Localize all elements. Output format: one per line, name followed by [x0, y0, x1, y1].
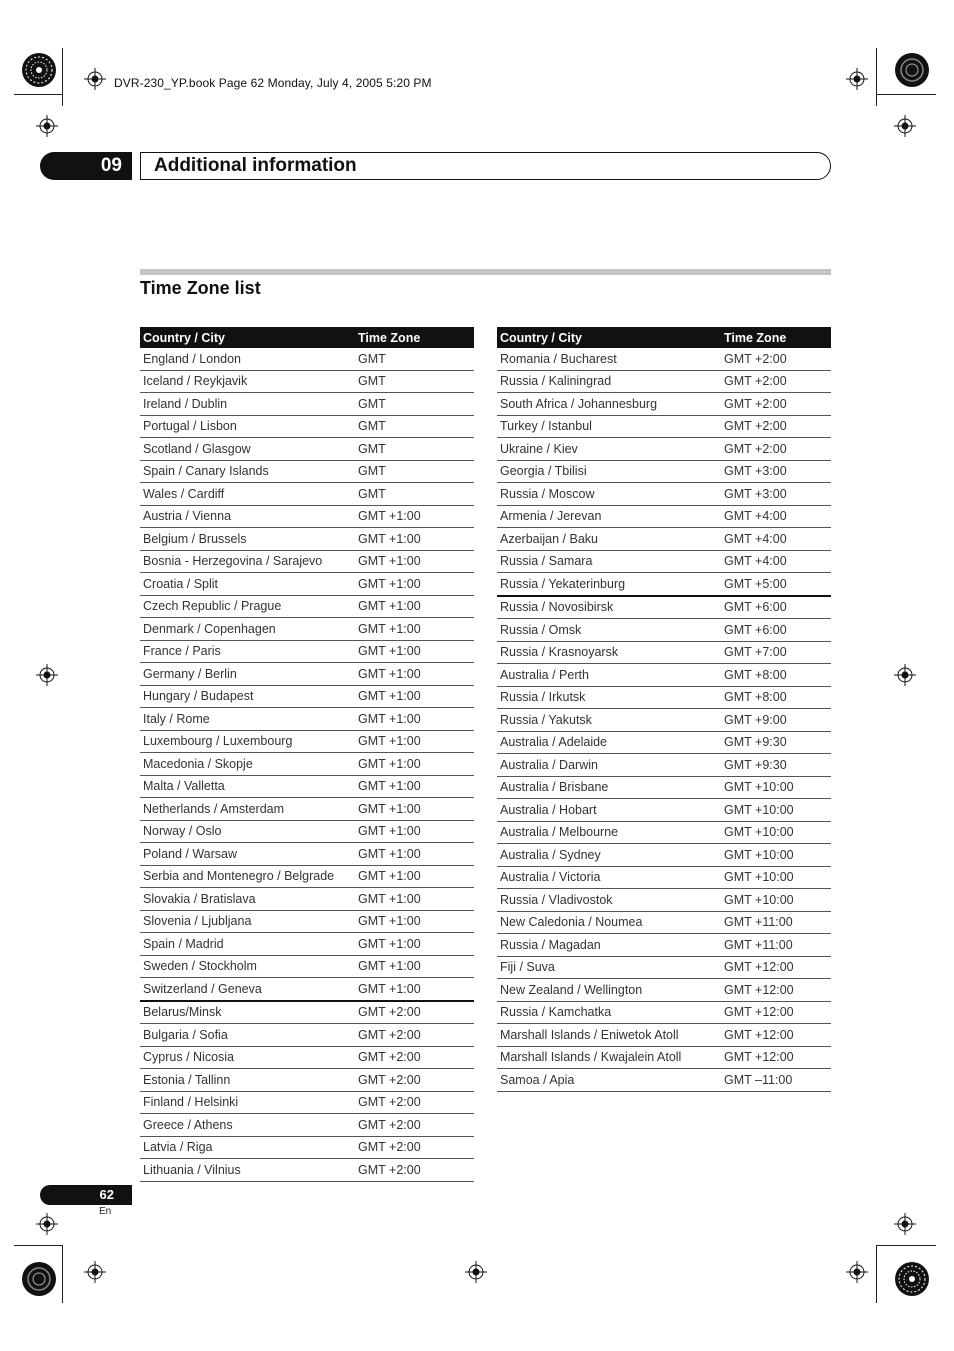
table-header-row [140, 327, 474, 348]
table-row [497, 979, 831, 1002]
cell-time-zone: GMT +1:00 [355, 888, 474, 911]
cell-time-zone: GMT [355, 415, 474, 438]
table-row [140, 798, 474, 821]
table-row [497, 438, 831, 461]
table-row [497, 934, 831, 957]
cell-country-city: Australia / Darwin [497, 754, 721, 777]
page-language: En [99, 1206, 112, 1217]
cell-time-zone: GMT [355, 393, 474, 416]
table-row [140, 438, 474, 461]
cell-country-city: Marshall Islands / Eniwetok Atoll [497, 1024, 721, 1047]
cell-country-city: Denmark / Copenhagen [140, 618, 355, 641]
cell-time-zone: GMT +6:00 [721, 619, 831, 642]
crop-mark [62, 1245, 63, 1303]
registration-mark-icon [894, 1213, 916, 1235]
table-row [140, 820, 474, 843]
table-row [497, 528, 831, 551]
table-row [497, 348, 831, 370]
cell-country-city: Slovakia / Bratislava [140, 888, 355, 911]
cell-time-zone: GMT +12:00 [721, 956, 831, 979]
cell-country-city: Netherlands / Amsterdam [140, 798, 355, 821]
cell-time-zone: GMT +2:00 [355, 1091, 474, 1114]
table-row [140, 888, 474, 911]
cell-time-zone: GMT [355, 348, 474, 370]
table-row [140, 483, 474, 506]
cell-country-city: Czech Republic / Prague [140, 595, 355, 618]
table-row [140, 1001, 474, 1024]
cell-country-city: Australia / Hobart [497, 799, 721, 822]
cell-time-zone: GMT +10:00 [721, 889, 831, 912]
table-row [140, 933, 474, 956]
column-header-city: Country / City [140, 327, 355, 348]
cell-time-zone: GMT +12:00 [721, 979, 831, 1002]
cell-country-city: Italy / Rome [140, 708, 355, 731]
table-row [497, 1024, 831, 1047]
cell-country-city: Georgia / Tbilisi [497, 460, 721, 483]
cell-country-city: Sweden / Stockholm [140, 955, 355, 978]
cell-country-city: Spain / Madrid [140, 933, 355, 956]
cell-time-zone: GMT +1:00 [355, 618, 474, 641]
cell-country-city: Malta / Valletta [140, 775, 355, 798]
registration-mark-icon [465, 1261, 487, 1283]
table-row [497, 686, 831, 709]
cell-country-city: Russia / Magadan [497, 934, 721, 957]
cell-time-zone: GMT +2:00 [355, 1024, 474, 1047]
crop-mark [876, 1245, 936, 1246]
table-row [140, 1024, 474, 1047]
cell-time-zone: GMT +1:00 [355, 775, 474, 798]
cell-time-zone: GMT +2:00 [721, 415, 831, 438]
chapter-title: Additional information [140, 152, 831, 180]
cell-country-city: Romania / Bucharest [497, 348, 721, 370]
table-row [140, 1046, 474, 1069]
cell-time-zone: GMT +2:00 [355, 1069, 474, 1092]
table-row [140, 1069, 474, 1092]
cell-country-city: New Caledonia / Noumea [497, 911, 721, 934]
table-row [497, 956, 831, 979]
cell-country-city: Russia / Kaliningrad [497, 370, 721, 393]
table-row [140, 685, 474, 708]
crop-mark [62, 48, 63, 106]
cell-time-zone: GMT +1:00 [355, 978, 474, 1001]
cell-time-zone: GMT +10:00 [721, 866, 831, 889]
table-row [140, 1136, 474, 1159]
cell-time-zone: GMT +1:00 [355, 820, 474, 843]
cell-country-city: Armenia / Jerevan [497, 505, 721, 528]
cell-time-zone: GMT +5:00 [721, 573, 831, 596]
crop-mark [876, 48, 877, 106]
cell-country-city: Russia / Irkutsk [497, 686, 721, 709]
color-rosette-icon [21, 1261, 57, 1297]
cell-country-city: Macedonia / Skopje [140, 753, 355, 776]
cell-country-city: Marshall Islands / Kwajalein Atoll [497, 1046, 721, 1069]
cell-time-zone: GMT +12:00 [721, 1046, 831, 1069]
table-row [497, 799, 831, 822]
table-row [140, 663, 474, 686]
table-row [140, 415, 474, 438]
registration-mark-icon [846, 68, 868, 90]
cell-country-city: New Zealand / Wellington [497, 979, 721, 1002]
cell-time-zone: GMT +2:00 [721, 370, 831, 393]
time-zone-table-left [140, 327, 474, 1182]
cell-time-zone: GMT +2:00 [355, 1136, 474, 1159]
cell-time-zone: GMT +12:00 [721, 1001, 831, 1024]
cell-time-zone: GMT +2:00 [355, 1001, 474, 1024]
print-header: DVR-230_YP.book Page 62 Monday, July 4, 2005 5:20 PM [114, 76, 432, 90]
cell-country-city: Latvia / Riga [140, 1136, 355, 1159]
cell-time-zone: GMT +10:00 [721, 776, 831, 799]
cell-time-zone: GMT +2:00 [721, 348, 831, 370]
cell-country-city: Scotland / Glasgow [140, 438, 355, 461]
cell-time-zone: GMT [355, 483, 474, 506]
cell-time-zone: GMT +2:00 [355, 1046, 474, 1069]
column-header-zone: Time Zone [355, 327, 474, 348]
table-row [140, 753, 474, 776]
table-row [497, 1046, 831, 1069]
cell-time-zone: GMT +2:00 [721, 393, 831, 416]
cell-country-city: Hungary / Budapest [140, 685, 355, 708]
table-row [497, 776, 831, 799]
cell-country-city: Ukraine / Kiev [497, 438, 721, 461]
section-title: Time Zone list [140, 278, 261, 298]
cell-country-city: Belgium / Brussels [140, 528, 355, 551]
table-row [140, 708, 474, 731]
cell-country-city: Poland / Warsaw [140, 843, 355, 866]
table-row [497, 619, 831, 642]
table-row [140, 910, 474, 933]
color-rosette-icon [21, 52, 57, 88]
table-row [140, 370, 474, 393]
table-row [140, 1091, 474, 1114]
table-row [497, 844, 831, 867]
table-row [140, 640, 474, 663]
table-row [497, 370, 831, 393]
cell-time-zone: GMT +1:00 [355, 685, 474, 708]
cell-country-city: Cyprus / Nicosia [140, 1046, 355, 1069]
cell-country-city: Russia / Novosibirsk [497, 596, 721, 619]
cell-time-zone: GMT +10:00 [721, 844, 831, 867]
cell-time-zone: GMT +9:00 [721, 709, 831, 732]
cell-country-city: Luxembourg / Luxembourg [140, 730, 355, 753]
cell-time-zone: GMT +4:00 [721, 528, 831, 551]
cell-country-city: Belarus/Minsk [140, 1001, 355, 1024]
cell-country-city: Serbia and Montenegro / Belgrade [140, 865, 355, 888]
cell-country-city: Russia / Omsk [497, 619, 721, 642]
table-header-row [497, 327, 831, 348]
table-row [140, 1114, 474, 1137]
table-row [140, 550, 474, 573]
cell-country-city: Russia / Yakutsk [497, 709, 721, 732]
crop-mark [14, 94, 62, 95]
table-row [497, 709, 831, 732]
cell-time-zone: GMT +1:00 [355, 753, 474, 776]
cell-time-zone: GMT +1:00 [355, 640, 474, 663]
table-row [140, 618, 474, 641]
cell-time-zone: GMT +8:00 [721, 686, 831, 709]
cell-time-zone: GMT +6:00 [721, 596, 831, 619]
cell-time-zone: GMT +1:00 [355, 663, 474, 686]
column-header-zone: Time Zone [721, 327, 831, 348]
cell-country-city: England / London [140, 348, 355, 370]
table-row [140, 393, 474, 416]
cell-country-city: Turkey / Istanbul [497, 415, 721, 438]
table-row [140, 573, 474, 596]
table-row [497, 889, 831, 912]
table-row [497, 731, 831, 754]
cell-country-city: Fiji / Suva [497, 956, 721, 979]
cell-time-zone: GMT +3:00 [721, 460, 831, 483]
crop-mark [876, 1245, 877, 1303]
cell-country-city: Finland / Helsinki [140, 1091, 355, 1114]
registration-mark-icon [36, 115, 58, 137]
table-row [140, 460, 474, 483]
cell-country-city: Ireland / Dublin [140, 393, 355, 416]
crop-mark [14, 1245, 62, 1246]
cell-time-zone: GMT +12:00 [721, 1024, 831, 1047]
table-row [497, 911, 831, 934]
time-zone-table-right [497, 327, 831, 1092]
section-divider [140, 269, 831, 275]
cell-country-city: Australia / Melbourne [497, 821, 721, 844]
cell-time-zone: GMT +1:00 [355, 595, 474, 618]
table-row [140, 1159, 474, 1182]
cell-country-city: Azerbaijan / Baku [497, 528, 721, 551]
cell-country-city: Norway / Oslo [140, 820, 355, 843]
cell-time-zone: GMT +1:00 [355, 910, 474, 933]
cell-time-zone: GMT +10:00 [721, 821, 831, 844]
table-row [497, 483, 831, 506]
table-row [497, 573, 831, 596]
cell-country-city: Wales / Cardiff [140, 483, 355, 506]
cell-time-zone: GMT [355, 460, 474, 483]
cell-time-zone: GMT +2:00 [721, 438, 831, 461]
crop-mark [876, 94, 936, 95]
cell-time-zone: GMT +7:00 [721, 641, 831, 664]
cell-country-city: Iceland / Reykjavik [140, 370, 355, 393]
table-row [140, 595, 474, 618]
cell-time-zone: GMT +9:30 [721, 754, 831, 777]
table-row [140, 528, 474, 551]
table-row [497, 641, 831, 664]
table-row [140, 978, 474, 1001]
cell-time-zone: GMT +3:00 [721, 483, 831, 506]
table-row [497, 664, 831, 687]
cell-time-zone: GMT +9:30 [721, 731, 831, 754]
table-row [140, 865, 474, 888]
cell-time-zone: GMT +1:00 [355, 550, 474, 573]
cell-time-zone: GMT +1:00 [355, 955, 474, 978]
table-row [497, 505, 831, 528]
page-number: 62 [40, 1185, 132, 1205]
table-row [497, 754, 831, 777]
registration-mark-icon [36, 1213, 58, 1235]
cell-country-city: Germany / Berlin [140, 663, 355, 686]
cell-country-city: Russia / Yekaterinburg [497, 573, 721, 596]
registration-mark-icon [894, 115, 916, 137]
chapter-number: 09 [40, 152, 132, 180]
table-row [497, 866, 831, 889]
cell-country-city: Russia / Vladivostok [497, 889, 721, 912]
cell-time-zone: GMT +1:00 [355, 528, 474, 551]
cell-time-zone: GMT +1:00 [355, 865, 474, 888]
cell-country-city: Slovenia / Ljubljana [140, 910, 355, 933]
cell-time-zone: GMT [355, 370, 474, 393]
registration-mark-icon [846, 1261, 868, 1283]
cell-country-city: Spain / Canary Islands [140, 460, 355, 483]
cell-time-zone: GMT +11:00 [721, 934, 831, 957]
cell-time-zone: GMT +1:00 [355, 505, 474, 528]
cell-country-city: Australia / Adelaide [497, 731, 721, 754]
cell-time-zone: GMT +2:00 [355, 1114, 474, 1137]
cell-time-zone: GMT +1:00 [355, 730, 474, 753]
cell-country-city: Estonia / Tallinn [140, 1069, 355, 1092]
registration-mark-icon [894, 664, 916, 686]
cell-country-city: Russia / Krasnoyarsk [497, 641, 721, 664]
cell-time-zone: GMT –11:00 [721, 1069, 831, 1092]
table-row [497, 821, 831, 844]
table-row [140, 348, 474, 370]
table-row [497, 1069, 831, 1092]
cell-time-zone: GMT +8:00 [721, 664, 831, 687]
cell-time-zone: GMT +1:00 [355, 708, 474, 731]
cell-country-city: Australia / Brisbane [497, 776, 721, 799]
cell-country-city: Switzerland / Geneva [140, 978, 355, 1001]
cell-time-zone: GMT +10:00 [721, 799, 831, 822]
table-row [497, 415, 831, 438]
cell-country-city: Lithuania / Vilnius [140, 1159, 355, 1182]
table-row [140, 843, 474, 866]
cell-country-city: Russia / Kamchatka [497, 1001, 721, 1024]
color-rosette-icon [894, 1261, 930, 1297]
cell-country-city: Australia / Sydney [497, 844, 721, 867]
cell-country-city: Greece / Athens [140, 1114, 355, 1137]
cell-country-city: South Africa / Johannesburg [497, 393, 721, 416]
cell-country-city: Russia / Samara [497, 550, 721, 573]
cell-country-city: Portugal / Lisbon [140, 415, 355, 438]
cell-time-zone: GMT +4:00 [721, 505, 831, 528]
table-row [140, 955, 474, 978]
table-row [140, 730, 474, 753]
table-row [497, 550, 831, 573]
cell-time-zone: GMT +1:00 [355, 843, 474, 866]
cell-country-city: France / Paris [140, 640, 355, 663]
registration-mark-icon [84, 68, 106, 90]
cell-country-city: Austria / Vienna [140, 505, 355, 528]
table-row [497, 596, 831, 619]
cell-country-city: Samoa / Apia [497, 1069, 721, 1092]
table-row [497, 460, 831, 483]
cell-time-zone: GMT +2:00 [355, 1159, 474, 1182]
table-row [140, 775, 474, 798]
cell-time-zone: GMT [355, 438, 474, 461]
cell-country-city: Australia / Perth [497, 664, 721, 687]
table-row [497, 1001, 831, 1024]
table-row [140, 505, 474, 528]
registration-mark-icon [36, 664, 58, 686]
cell-time-zone: GMT +1:00 [355, 798, 474, 821]
cell-time-zone: GMT +4:00 [721, 550, 831, 573]
column-header-city: Country / City [497, 327, 721, 348]
table-row [497, 393, 831, 416]
color-rosette-icon [894, 52, 930, 88]
cell-country-city: Bulgaria / Sofia [140, 1024, 355, 1047]
cell-country-city: Bosnia - Herzegovina / Sarajevo [140, 550, 355, 573]
cell-time-zone: GMT +11:00 [721, 911, 831, 934]
cell-time-zone: GMT +1:00 [355, 573, 474, 596]
cell-time-zone: GMT +1:00 [355, 933, 474, 956]
cell-country-city: Australia / Victoria [497, 866, 721, 889]
registration-mark-icon [84, 1261, 106, 1283]
cell-country-city: Russia / Moscow [497, 483, 721, 506]
cell-country-city: Croatia / Split [140, 573, 355, 596]
